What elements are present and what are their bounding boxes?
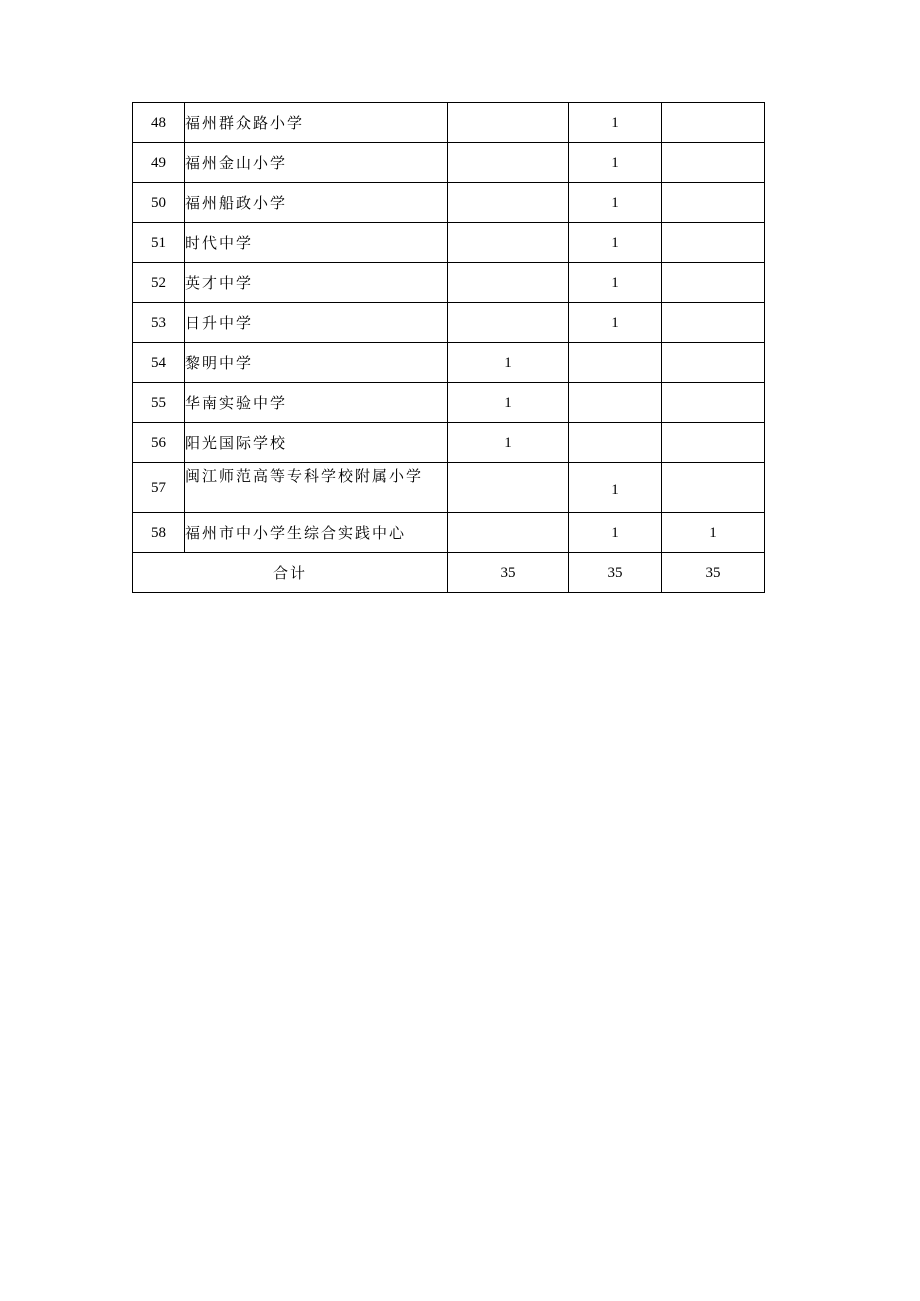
count-col-2: 1 [569, 303, 662, 343]
table-row [133, 463, 765, 513]
count-col-3 [662, 383, 765, 423]
school-name: 福州金山小学 [185, 143, 448, 183]
count-col-1 [448, 103, 569, 143]
table-row [133, 223, 765, 263]
count-col-1 [448, 463, 569, 513]
row-number: 51 [133, 223, 185, 263]
total-col-2: 35 [569, 553, 662, 593]
count-col-3 [662, 143, 765, 183]
total-row [133, 553, 765, 593]
school-name: 英才中学 [185, 263, 448, 303]
school-name: 福州船政小学 [185, 183, 448, 223]
row-number: 52 [133, 263, 185, 303]
table-row [133, 513, 765, 553]
count-col-2 [569, 383, 662, 423]
count-col-2 [569, 343, 662, 383]
school-name: 华南实验中学 [185, 383, 448, 423]
row-number: 48 [133, 103, 185, 143]
table-row [133, 423, 765, 463]
count-col-3 [662, 183, 765, 223]
count-col-1 [448, 263, 569, 303]
table-row [133, 103, 765, 143]
table-row [133, 263, 765, 303]
total-col-3: 35 [662, 553, 765, 593]
count-col-1 [448, 143, 569, 183]
row-number: 53 [133, 303, 185, 343]
row-number: 54 [133, 343, 185, 383]
count-col-2: 1 [569, 223, 662, 263]
row-number: 50 [133, 183, 185, 223]
count-col-3 [662, 223, 765, 263]
table-row [133, 143, 765, 183]
count-col-2 [569, 423, 662, 463]
row-number: 57 [133, 463, 185, 513]
count-col-3: 1 [662, 513, 765, 553]
count-col-2: 1 [569, 143, 662, 183]
count-col-3 [662, 303, 765, 343]
count-col-3 [662, 463, 765, 513]
row-number: 49 [133, 143, 185, 183]
table-row [133, 343, 765, 383]
table-row [133, 183, 765, 223]
table-row [133, 383, 765, 423]
count-col-2: 1 [569, 103, 662, 143]
count-col-3 [662, 103, 765, 143]
total-col-1: 35 [448, 553, 569, 593]
count-col-1: 1 [448, 343, 569, 383]
row-number: 55 [133, 383, 185, 423]
school-name: 日升中学 [185, 303, 448, 343]
school-name: 时代中学 [185, 223, 448, 263]
school-name: 阳光国际学校 [185, 423, 448, 463]
count-col-2: 1 [569, 263, 662, 303]
row-number: 56 [133, 423, 185, 463]
count-col-1 [448, 513, 569, 553]
count-col-2: 1 [569, 183, 662, 223]
count-col-1 [448, 223, 569, 263]
count-col-1 [448, 303, 569, 343]
count-col-3 [662, 263, 765, 303]
count-col-3 [662, 343, 765, 383]
count-col-3 [662, 423, 765, 463]
count-col-2: 1 [569, 513, 662, 553]
school-name: 福州市中小学生综合实践中心 [185, 513, 448, 553]
count-col-1: 1 [448, 383, 569, 423]
school-allocation-table [132, 102, 765, 593]
school-name: 福州群众路小学 [185, 103, 448, 143]
count-col-1 [448, 183, 569, 223]
school-name: 黎明中学 [185, 343, 448, 383]
table-row [133, 303, 765, 343]
school-name: 闽江师范高等专科学校附属小学 [185, 463, 448, 513]
total-label: 合计 [133, 553, 448, 593]
count-col-1: 1 [448, 423, 569, 463]
row-number: 58 [133, 513, 185, 553]
count-col-2: 1 [569, 463, 662, 513]
